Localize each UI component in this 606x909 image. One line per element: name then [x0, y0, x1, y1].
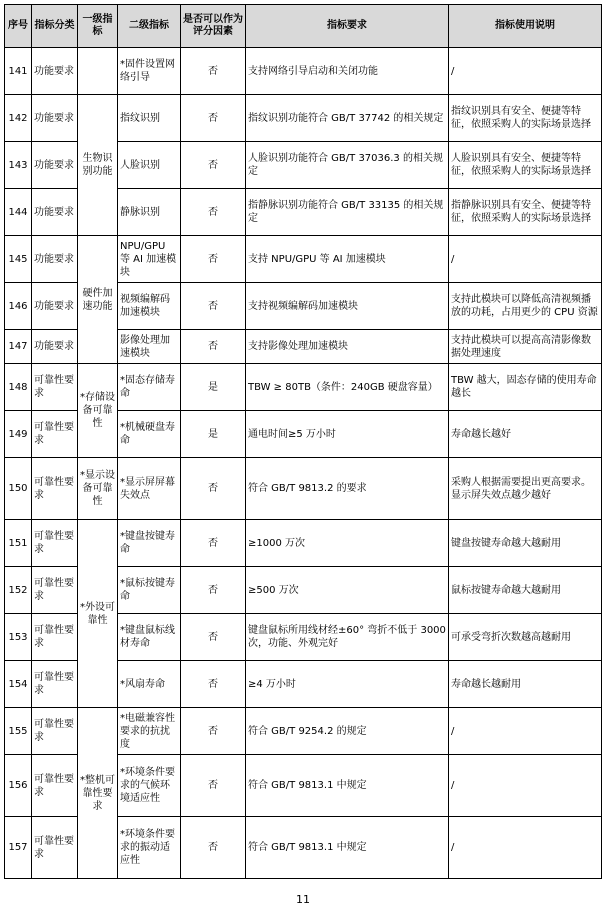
row-category: 功能要求: [32, 95, 78, 142]
row-category: 功能要求: [32, 236, 78, 283]
row-category: 功能要求: [32, 330, 78, 364]
row-level2: *固件设置网络引导: [118, 48, 181, 95]
header-note: 指标使用说明: [449, 5, 602, 48]
row-level2: *固态存储寿命: [118, 364, 181, 411]
row-level2: 视频编解码加速模块: [118, 283, 181, 330]
row-note: 支持此模块可以降低高清视频播放的功耗，占用更少的 CPU 资源: [449, 283, 602, 330]
header-requirement: 指标要求: [246, 5, 449, 48]
row-requirement: 符合 GB/T 9813.2 的要求: [246, 458, 449, 520]
row-requirement: 符合 GB/T 9254.2 的规定: [246, 708, 449, 755]
row-scoring: 否: [181, 661, 246, 708]
header-category: 指标分类: [32, 5, 78, 48]
row-level2: 静脉识别: [118, 189, 181, 236]
spec-table: [4, 4, 602, 879]
row-category: 可靠性要求: [32, 708, 78, 755]
row-requirement: 指纹识别功能符合 GB/T 37742 的相关规定: [246, 95, 449, 142]
row-note: /: [449, 48, 602, 95]
row-note: TBW 越大，固态存储的使用寿命越长: [449, 364, 602, 411]
row-level2: *风扇寿命: [118, 661, 181, 708]
row-category: 功能要求: [32, 283, 78, 330]
row-scoring: 否: [181, 755, 246, 817]
row-level2: 人脸识别: [118, 142, 181, 189]
row-category: 可靠性要求: [32, 817, 78, 879]
row-requirement: 支持视频编解码加速模块: [246, 283, 449, 330]
row-no: 147: [5, 330, 32, 364]
table-row: [5, 708, 602, 755]
table-row: [5, 520, 602, 567]
row-category: 可靠性要求: [32, 520, 78, 567]
row-scoring: 否: [181, 614, 246, 661]
table-row: [5, 48, 602, 95]
row-category: 可靠性要求: [32, 364, 78, 411]
row-category: 可靠性要求: [32, 755, 78, 817]
row-level2: *环境条件要求的气候环境适应性: [118, 755, 181, 817]
row-level1: [78, 48, 118, 95]
row-requirement: 支持网络引导启动和关闭功能: [246, 48, 449, 95]
row-note: 人脸识别具有安全、便捷等特征，依照采购人的实际场景选择: [449, 142, 602, 189]
row-category: 功能要求: [32, 48, 78, 95]
row-requirement: 指静脉识别功能符合 GB/T 33135 的相关规定: [246, 189, 449, 236]
row-scoring: 否: [181, 458, 246, 520]
row-category: 可靠性要求: [32, 661, 78, 708]
row-no: 143: [5, 142, 32, 189]
row-scoring: 否: [181, 567, 246, 614]
row-note: 寿命越长越好: [449, 411, 602, 458]
row-requirement: 人脸识别功能符合 GB/T 37036.3 的相关规定: [246, 142, 449, 189]
row-no: 146: [5, 283, 32, 330]
row-requirement: ≥500 万次: [246, 567, 449, 614]
header-level1: 一级指标: [78, 5, 118, 48]
row-no: 144: [5, 189, 32, 236]
row-note: 键盘按键寿命越大越耐用: [449, 520, 602, 567]
row-level2: *鼠标按键寿命: [118, 567, 181, 614]
group-level1: *整机可靠性要求: [78, 708, 118, 879]
row-level2: *键盘按键寿命: [118, 520, 181, 567]
row-scoring: 否: [181, 48, 246, 95]
row-note: 指静脉识别具有安全、便捷等特征，依照采购人的实际场景选择: [449, 189, 602, 236]
row-no: 148: [5, 364, 32, 411]
row-no: 154: [5, 661, 32, 708]
row-no: 151: [5, 520, 32, 567]
row-scoring: 否: [181, 817, 246, 879]
row-note: 采购人根据需要提出更高要求。显示屏失效点越少越好: [449, 458, 602, 520]
row-level2: *电磁兼容性要求的抗扰度: [118, 708, 181, 755]
row-note: 可承受弯折次数越高越耐用: [449, 614, 602, 661]
row-scoring: 否: [181, 283, 246, 330]
row-level2: *键盘鼠标线材寿命: [118, 614, 181, 661]
row-note: /: [449, 755, 602, 817]
page-number: 11: [296, 893, 310, 906]
row-level2: NPU/GPU 等 AI 加速模块: [118, 236, 181, 283]
row-note: 指纹识别具有安全、便捷等特征，依照采购人的实际场景选择: [449, 95, 602, 142]
group-level1: *外设可靠性: [78, 520, 118, 708]
row-level2: *显示屏屏幕失效点: [118, 458, 181, 520]
row-note: /: [449, 708, 602, 755]
row-requirement: ≥4 万小时: [246, 661, 449, 708]
row-note: 支持此模块可以提高高清影像数据处理速度: [449, 330, 602, 364]
row-requirement: 符合 GB/T 9813.1 中规定: [246, 817, 449, 879]
row-scoring: 否: [181, 236, 246, 283]
row-no: 157: [5, 817, 32, 879]
row-level2: 影像处理加速模块: [118, 330, 181, 364]
row-no: 156: [5, 755, 32, 817]
row-requirement: 符合 GB/T 9813.1 中规定: [246, 755, 449, 817]
row-category: 功能要求: [32, 142, 78, 189]
row-requirement: TBW ≥ 80TB（条件：240GB 硬盘容量）: [246, 364, 449, 411]
row-level2: 指纹识别: [118, 95, 181, 142]
row-note: 寿命越长越耐用: [449, 661, 602, 708]
row-requirement: ≥1000 万次: [246, 520, 449, 567]
table-row: [5, 236, 602, 283]
row-note: /: [449, 236, 602, 283]
row-note: /: [449, 817, 602, 879]
table-row: [5, 458, 602, 520]
group-level1: *存储设备可靠性: [78, 364, 118, 458]
row-requirement: 支持影像处理加速模块: [246, 330, 449, 364]
row-category: 功能要求: [32, 189, 78, 236]
header-scoring: 是否可以作为评分因素: [181, 5, 246, 48]
row-no: 145: [5, 236, 32, 283]
row-no: 149: [5, 411, 32, 458]
row-level2: *环境条件要求的振动适应性: [118, 817, 181, 879]
row-scoring: 否: [181, 708, 246, 755]
row-no: 150: [5, 458, 32, 520]
row-scoring: 否: [181, 189, 246, 236]
row-scoring: 否: [181, 520, 246, 567]
row-scoring: 否: [181, 95, 246, 142]
row-no: 155: [5, 708, 32, 755]
header-level2: 二级指标: [118, 5, 181, 48]
row-no: 141: [5, 48, 32, 95]
row-scoring: 否: [181, 330, 246, 364]
row-scoring: 是: [181, 364, 246, 411]
group-level1: 生物识别功能: [78, 95, 118, 236]
row-category: 可靠性要求: [32, 411, 78, 458]
row-no: 142: [5, 95, 32, 142]
row-scoring: 否: [181, 142, 246, 189]
row-note: 鼠标按键寿命越大越耐用: [449, 567, 602, 614]
row-no: 152: [5, 567, 32, 614]
group-level1: 硬件加速功能: [78, 236, 118, 364]
table-row: [5, 95, 602, 142]
row-category: 可靠性要求: [32, 458, 78, 520]
row-scoring: 是: [181, 411, 246, 458]
row-category: 可靠性要求: [32, 614, 78, 661]
row-requirement: 支持 NPU/GPU 等 AI 加速模块: [246, 236, 449, 283]
header-no: 序号: [5, 5, 32, 48]
row-requirement: 通电时间≥5 万小时: [246, 411, 449, 458]
table-row: [5, 364, 602, 411]
row-no: 153: [5, 614, 32, 661]
header-row: [5, 5, 602, 48]
row-category: 可靠性要求: [32, 567, 78, 614]
row-level2: *机械硬盘寿命: [118, 411, 181, 458]
row-requirement: 键盘鼠标所用线材经±60° 弯折不低于 3000 次，功能、外观完好: [246, 614, 449, 661]
group-level1: *显示设备可靠性: [78, 458, 118, 520]
